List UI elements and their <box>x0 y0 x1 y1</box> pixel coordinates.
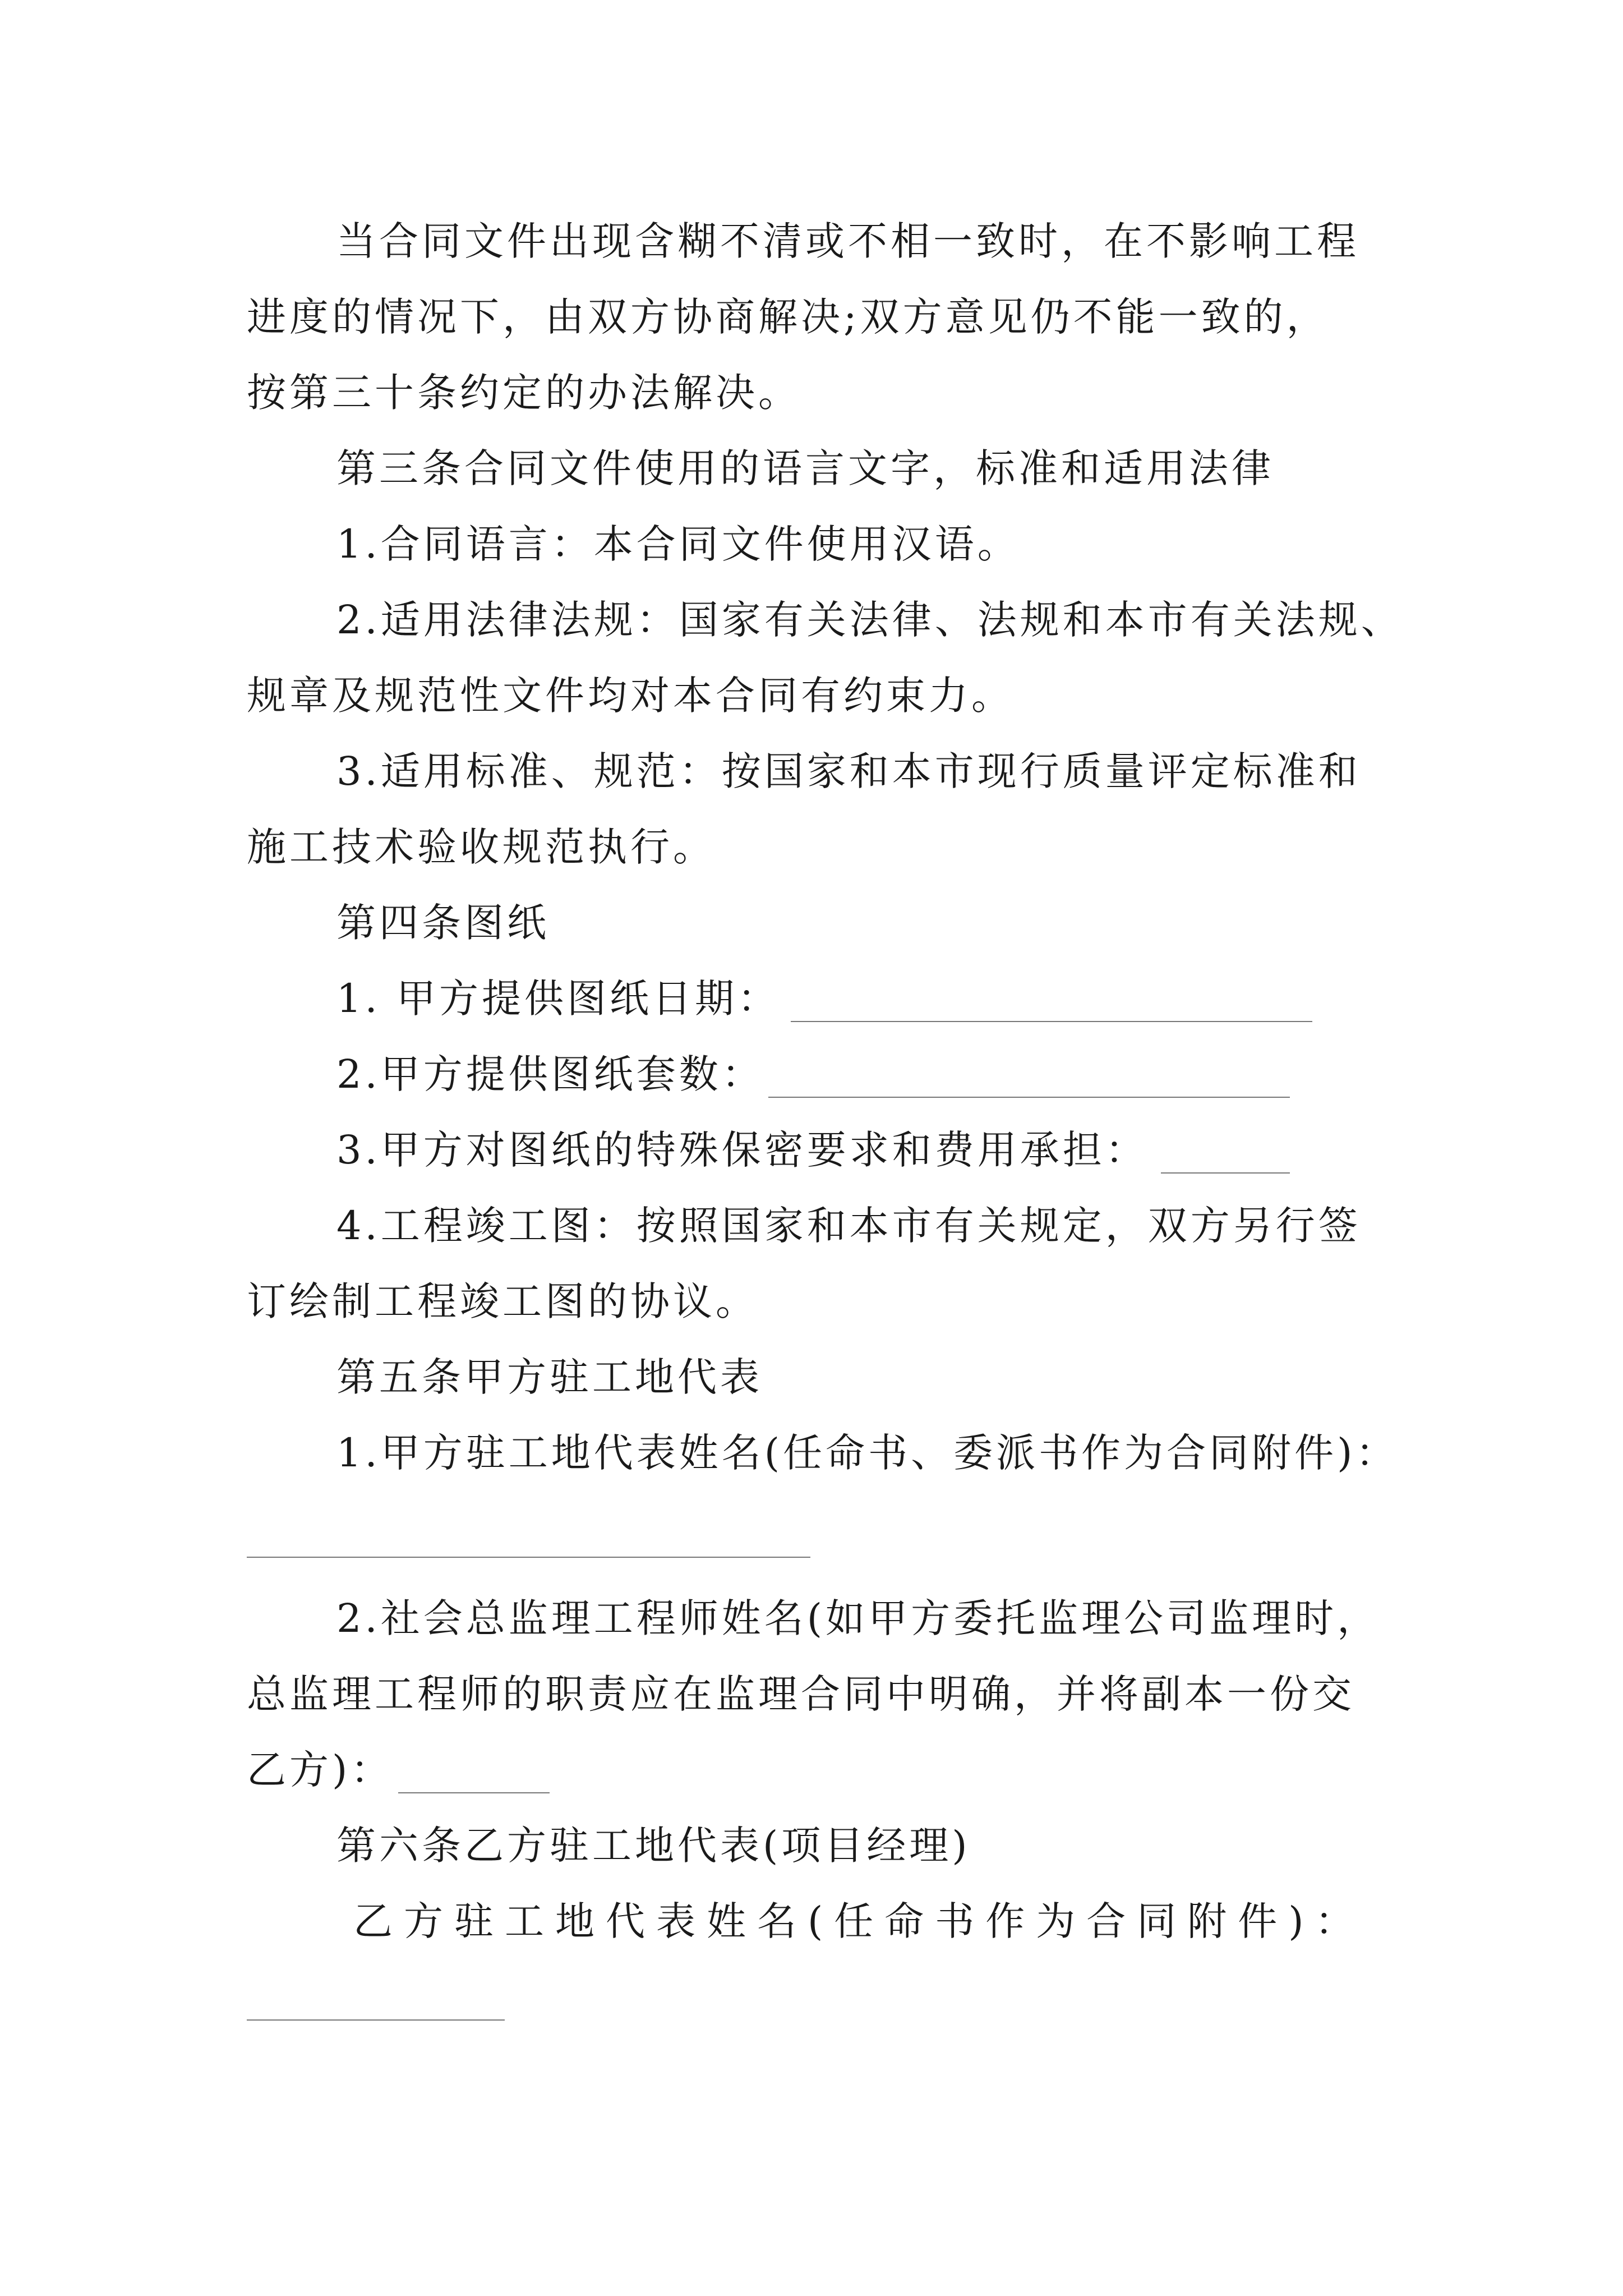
clause-3-3-cont: 施工技术验收规范执行。 <box>247 824 716 870</box>
contractor-rep-name-blank <box>247 2019 505 2021</box>
drawing-sets-blank <box>768 1097 1290 1098</box>
confidentiality-blank <box>1161 1172 1290 1174</box>
clause-4-4: 4.工程竣工图：按照国家和本市有关规定，双方另行签 <box>336 1203 1361 1249</box>
paragraph-line: 进度的情况下，由双方协商解决;双方意见仍不能一致的， <box>247 294 1329 340</box>
paragraph-line: 当合同文件出现含糊不清或不相一致时，在不影响工程 <box>336 218 1359 264</box>
paragraph-line: 按第三十条约定的办法解决。 <box>247 370 801 416</box>
clause-4-2: 2.甲方提供图纸套数： <box>336 1051 764 1097</box>
clause-5-2-cont: 总监理工程师的职责应在监理合同中明确，并将副本一份交 <box>247 1671 1355 1717</box>
owner-rep-name-blank <box>247 1557 810 1558</box>
article-6-heading: 第六条乙方驻工地代表(项目经理) <box>336 1823 971 1869</box>
article-3-heading: 第三条合同文件使用的语言文字，标准和适用法律 <box>336 445 1274 491</box>
clause-3-2-cont: 规章及规范性文件均对本合同有约束力。 <box>247 673 1014 719</box>
supervisor-name-blank <box>398 1792 550 1793</box>
clause-5-2-end: 乙方)： <box>247 1747 394 1793</box>
article-5-heading: 第五条甲方驻工地代表 <box>336 1354 763 1400</box>
article-4-heading: 第四条图纸 <box>336 900 550 946</box>
clause-6-1: 乙方驻工地代表姓名(任命书作为合同附件)： <box>353 1898 1366 1944</box>
clause-4-4-cont: 订绘制工程竣工图的协议。 <box>247 1278 758 1324</box>
drawing-date-blank <box>791 1021 1312 1022</box>
clause-3-1: 1.合同语言：本合同文件使用汉语。 <box>336 521 1020 567</box>
clause-4-3: 3.甲方对图纸的特殊保密要求和费用承担： <box>336 1127 1148 1173</box>
clause-3-2: 2.适用法律法规：国家有关法律、法规和本市有关法规、 <box>336 597 1404 643</box>
clause-4-1: 1. 甲方提供图纸日期： <box>336 976 781 1022</box>
clause-3-3: 3.适用标准、规范：按国家和本市现行质量评定标准和 <box>336 748 1361 794</box>
clause-5-2: 2.社会总监理工程师姓名(如甲方委托监理公司监理时， <box>336 1595 1380 1641</box>
clause-5-1: 1.甲方驻工地代表姓名(任命书、委派书作为合同附件)： <box>336 1430 1399 1476</box>
